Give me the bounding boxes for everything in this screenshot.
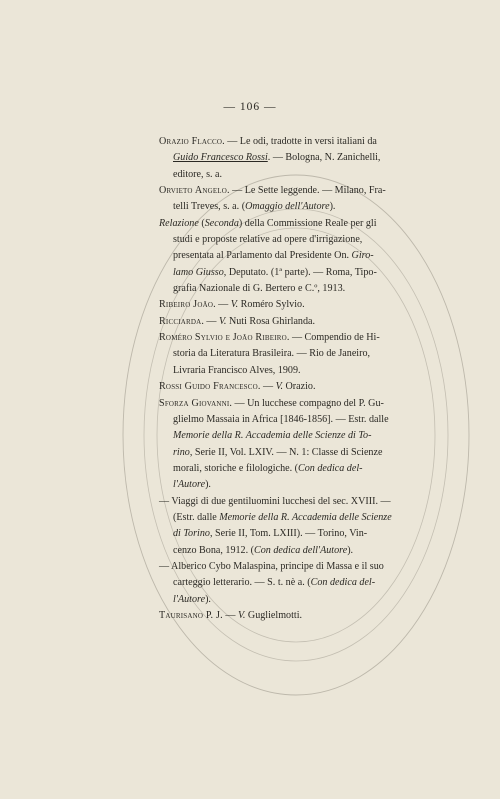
entry-line: telli Treves, s. a. (Omaggio dell'Autore). xyxy=(173,201,336,213)
entry-line: studi e proposte relative ad opere d'irrigazione, xyxy=(173,234,363,246)
entry-author: Orazio Flacco xyxy=(159,136,223,147)
list-item xyxy=(159,559,433,608)
list-item xyxy=(159,134,433,183)
entry-line: lamo Giusso, Deputato. (1ª parte). — Roma, Tipo- xyxy=(173,266,377,278)
entry-line: Sforza Giovanni. — Un lucchese compagno del P. Gu- xyxy=(159,397,384,409)
entry-line: morali, storiche e filologiche. (Con dedica del- xyxy=(173,462,363,474)
list-item xyxy=(159,314,433,330)
entry-line: Rossi Guido Francesco. — V. Orazio. xyxy=(159,381,316,393)
list-item xyxy=(159,183,433,297)
entry-line: — Viaggi di due gentiluomini lucchesi del sec. XVIII. — xyxy=(159,495,391,507)
entry-line: Livraria Francisco Alves, 1909. xyxy=(173,364,301,376)
entry-line: grafia Nazionale di G. Bertero e C.º, 1913. xyxy=(173,283,346,295)
entry-line: Memorie della R. Accademia delle Scienze di To- xyxy=(173,430,372,442)
list-item xyxy=(159,396,433,494)
entry-line: l'Autore). xyxy=(173,593,211,605)
entry-line: (Estr. dalle Memorie della R. Accademia delle Scienze xyxy=(173,511,392,523)
list-item xyxy=(159,494,433,559)
entry-line: Ricciarda. — V. Nuti Rosa Ghirlanda. xyxy=(159,315,316,327)
list-item xyxy=(159,297,433,313)
entry-line: storia da Literatura Brasileira. — Rio de Janeiro, xyxy=(173,348,371,360)
page-number: — 106 — xyxy=(223,101,277,113)
entry-author: Rossi Guido Francesco xyxy=(159,381,258,393)
entry-author: Orvieto Angelo xyxy=(159,185,228,197)
entry-line: Orvieto Angelo. — Le Sette leggende. — Milano, Fra- xyxy=(159,185,386,197)
list-item xyxy=(159,608,433,624)
entry-line: — Alberico Cybo Malaspina, principe di Massa e il suo xyxy=(159,560,384,572)
entry-author: Ribeiro João xyxy=(159,299,214,311)
entry-line: cenzo Bona, 1912. (Con dedica dell'Autore). xyxy=(173,544,354,556)
entry-line: di Torino, Serie II, Tom. LXIII). — Torino, Vin- xyxy=(173,528,368,540)
entry-line: l'Autore). xyxy=(173,479,211,491)
list-item xyxy=(159,379,433,395)
entry-author: Sforza Giovanni xyxy=(159,397,230,409)
entry-line: Taurisano P. J. — V. Guglielmotti. xyxy=(159,609,303,621)
entry-line: editore, s. a. xyxy=(173,168,223,180)
entry-line: glielmo Massaia in Africa [1846-1856]. — Estr. dalle xyxy=(173,413,389,425)
entry-author: Ricciarda xyxy=(159,315,202,327)
entry-line: Orazio Flacco. — Le odi, tradotte in versi italiani da xyxy=(159,136,377,147)
bibliography-list xyxy=(159,134,433,624)
entry-line: Ribeiro João. — V. Roméro Sylvio. xyxy=(159,299,305,311)
entry-line: rino, Serie II, Vol. LXIV. — N. 1: Classe di Scienze xyxy=(173,446,383,458)
entry-line: Relazione (Seconda) della Commissione Reale per gli xyxy=(159,217,377,229)
list-item xyxy=(159,330,433,379)
entry-author: Roméro Sylvio e João Ribeiro xyxy=(159,332,287,344)
entry-line: Guido Francesco Rossi. — Bologna, N. Zanichelli, xyxy=(173,152,381,164)
entry-author: Taurisano P. J. xyxy=(159,609,223,621)
entry-line: carteggio letterario. — S. t. nè a. (Con dedica del- xyxy=(173,577,376,589)
entry-line: Roméro Sylvio e João Ribeiro. — Compendio de Hi- xyxy=(159,332,380,344)
entry-line: presentata al Parlamento dal Presidente On. Giro- xyxy=(173,250,374,262)
